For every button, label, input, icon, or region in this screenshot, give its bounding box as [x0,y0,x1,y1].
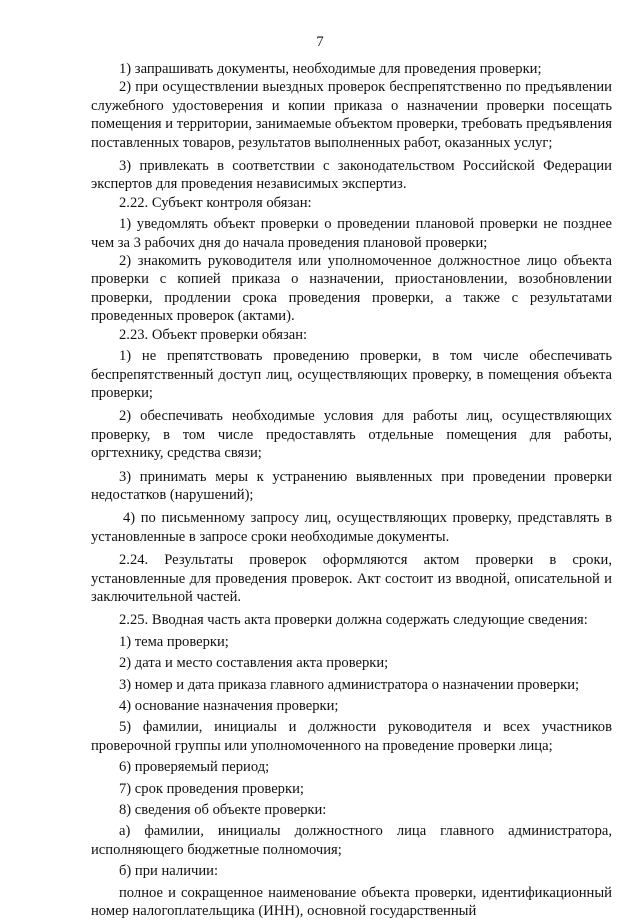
section-heading: 2.23. Объект проверки обязан: [119,326,308,343]
paragraph: 1) запрашивать документы, необходимые для проведения проверки; [119,61,542,77]
list-item: 2) дата и место составления акта проверки; [119,655,389,672]
paragraph: 5) фамилии, инициалы и должности руководителя и всех участников проверочной группы или уполномоченного на проведение проверки лица; [91,719,612,754]
paragraph: 2) обеспечивать необходимые условия для работы лиц, осуществляющих проверку, в том числе предоставлять отдельные помещения для работы, оргтехнику, средства связи; [91,408,612,462]
list-item: 3) номер и дата приказа главного администратора о назначении проверки; [119,676,580,693]
paragraph: 4) по письменному запросу лиц, осуществляющих проверку, представлять в установленные в запросе сроки необходимые документы. [91,510,612,545]
paragraph: а) фамилии, инициалы должностного лица главного администратора, исполняющего бюджетные полномочия; [91,823,612,858]
section-heading: 2.22. Субъект контроля обязан: [119,194,312,211]
page-number: 7 [316,34,324,50]
paragraph: полное и сокращенное наименование объекта проверки, идентификационный номер налогоплательщика (ИНН), основной государственный [91,884,612,920]
paragraph: 2) при осуществлении выездных проверок беспрепятственно по предъявлении служебного удостоверения и копии приказа о назначении проверки посещать помещения и территории, занимаемые объектом проверки, требовать предъявления поставленных товаров, результатов выполненных работ, оказанных услуг; [91,79,612,151]
list-item: б) при наличии: [119,863,219,880]
list-item: 7) срок проведения проверки; [119,780,304,797]
paragraph: 1) не препятствовать проведению проверки, в том числе обеспечивать беспрепятственный доступ лиц, осуществляющих проверку, в помещения объекта проверки; [91,348,612,401]
paragraph: 3) привлекать в соответствии с законодательством Российской Федерации экспертов для проведения независимых экспертиз. [91,158,612,193]
document-body [91,60,612,920]
list-item: 4) основание назначения проверки; [119,698,339,714]
list-item: 6) проверяемый период; [119,759,270,776]
paragraph: 2.24. Результаты проверок оформляются актом проверки в сроки, установленные для проведения проверок. Акт состоит из вводной, описательной и заключительной частей. [91,552,612,605]
list-item: 1) тема проверки; [119,633,229,650]
paragraph: 2.25. Вводная часть акта проверки должна содержать следующие сведения: [119,612,588,629]
paragraph: 1) уведомлять объект проверки о проведении плановой проверки не позднее чем за 3 рабочих дня до начала проведения плановой проверки; [91,216,612,251]
paragraph: 2) знакомить руководителя или уполномоченное должностное лицо объекта проверки с копией приказа о назначении, приостановлении, возобновлении проверки, продлении срока проведения проверки, а также с результатами проведенных проверок (актами). [91,253,612,325]
paragraph: 3) принимать меры к устранению выявленных при проведении проверки недостатков (нарушений); [91,468,612,503]
list-item: 8) сведения об объекте проверки: [119,802,327,819]
